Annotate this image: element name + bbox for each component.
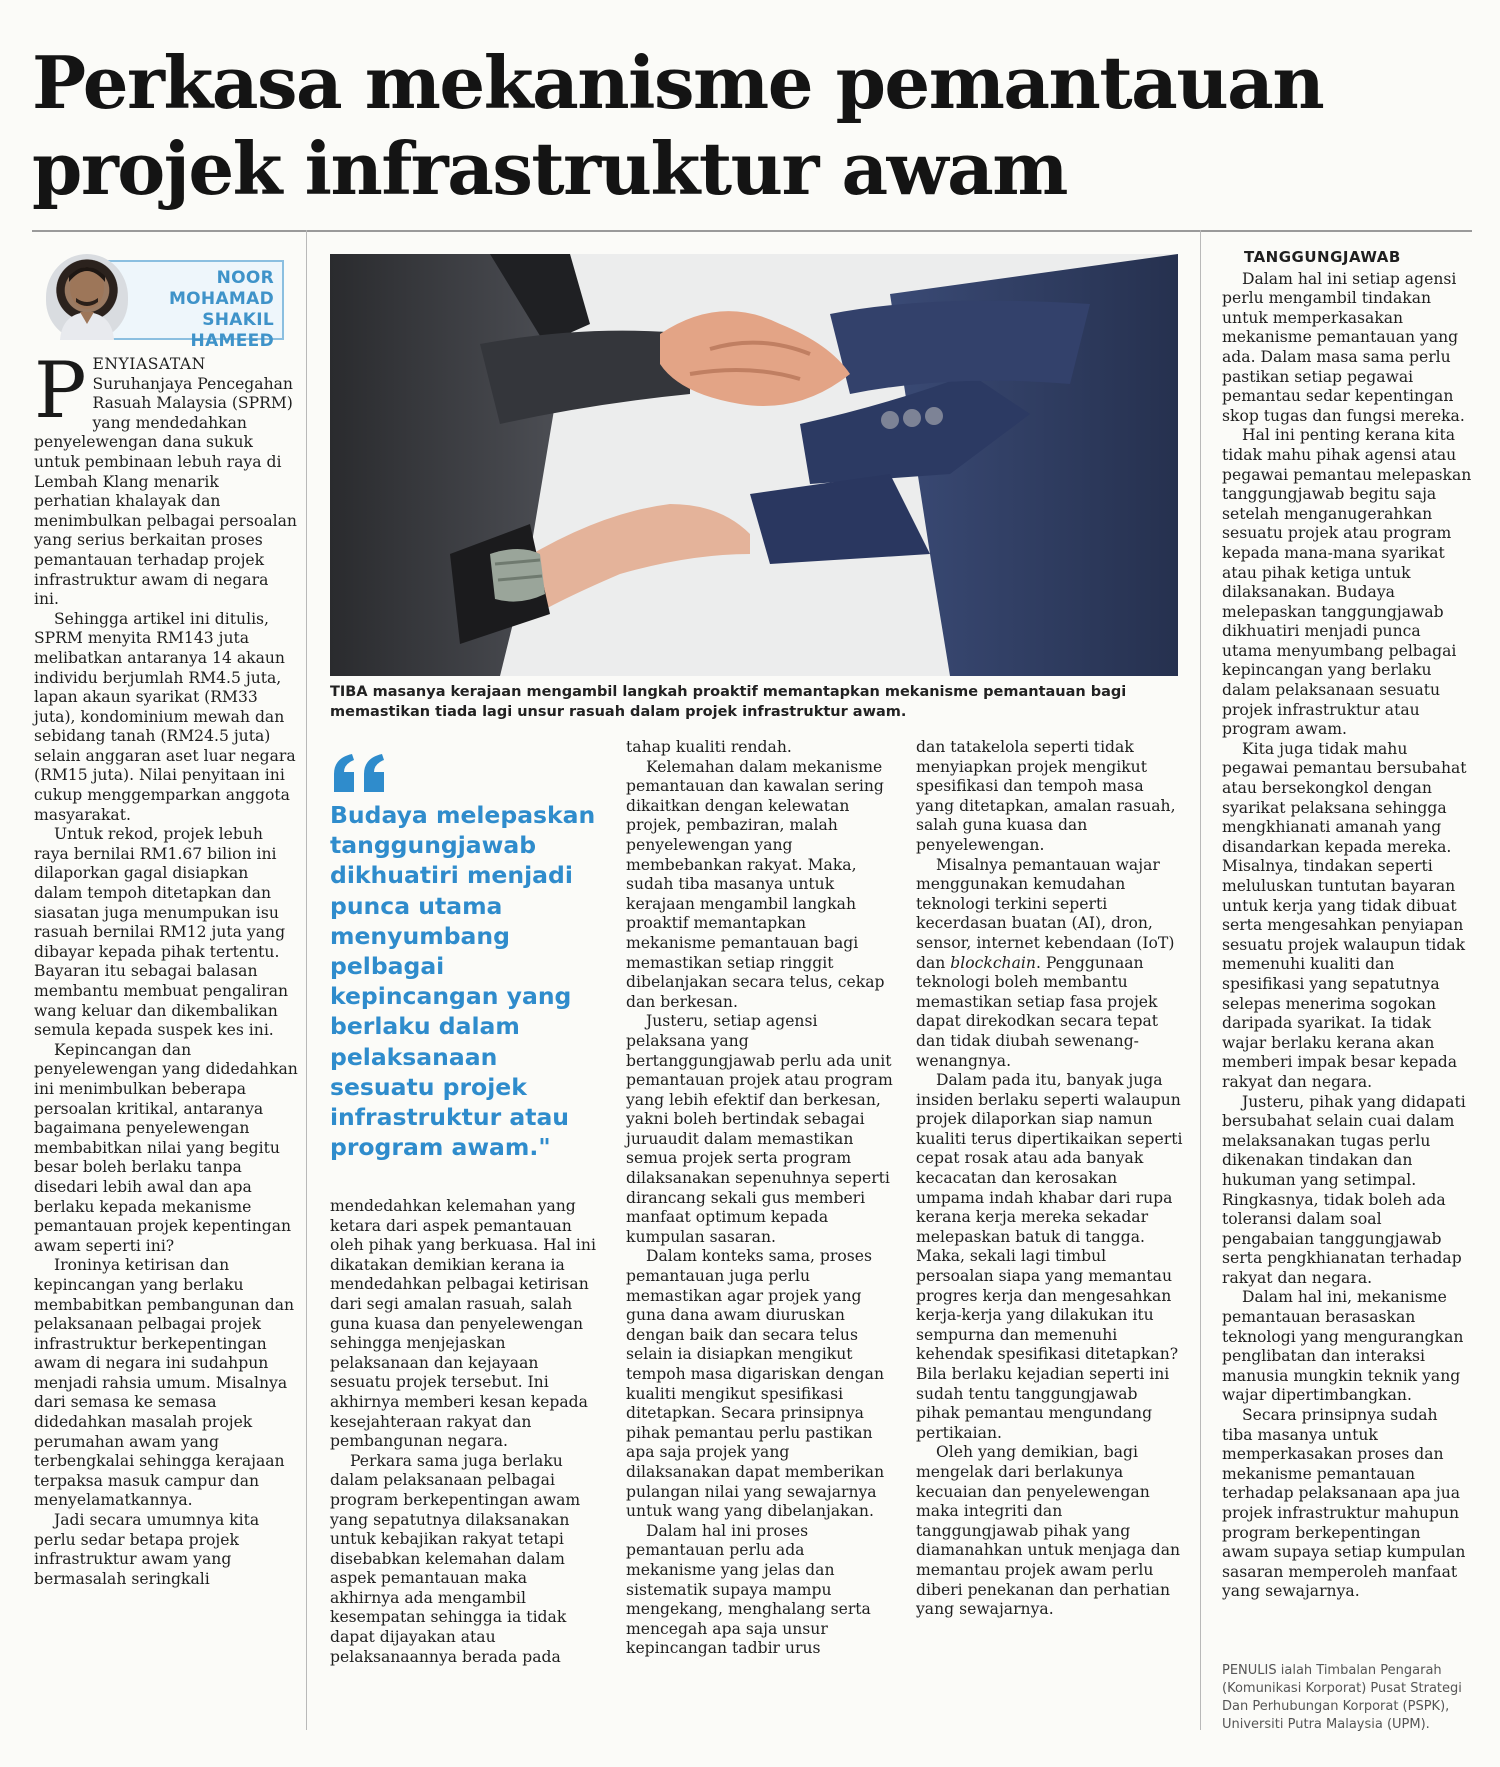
paragraph: Dalam konteks sama, proses pemantauan juga perlu memastikan agar projek yang guna dana awam diuruskan dengan baik dan secara telus selain ia disiapkan mengikut tempoh masa digariskan dengan kualiti mengikut spesifikasi ditetapkan. Secara prinsipnya pihak pemantau perlu pastikan apa saja projek yang dilaksanakan dapat memberikan pulangan nilai yang sewajarnya untuk wang yang dibelanjakan. <box>626 1247 885 1521</box>
paragraph: Oleh yang demikian, bagi mengelak dari berlakunya kecuaian dan penyelewengan maka integriti dan tanggungjawab pihak yang diamanahkan untuk menjaga dan memantau projek awam perlu diberi penekanan dan perhatian yang sewajarnya. <box>916 1443 1181 1619</box>
author-name-line: SHAKIL HAMEED <box>190 310 274 351</box>
paragraph: Untuk rekod, projek lebuh raya bernilai RM1.67 bilion ini dilaporkan gagal disiapkan dalam tempoh ditetapkan dan siasatan juga menumpukan isu rasuah bernilai RM12 juta yang dibayar kepada pihak tertentu. Bayaran itu sebagai balasan membantu membuat pengaliran wang keluar dan dikembalikan semula kepada suspek kes ini. <box>34 825 289 1040</box>
quote-mark-icon <box>330 752 390 794</box>
paragraph: Justeru, setiap agensi pelaksana yang bertanggungjawab perlu ada unit pemantauan projek atau program yang lebih efektif dan berkesan, yakni boleh bertindak sebagai juruaudit dalam memastikan semua projek serta program dilaksanakan sepenuhnya seperti dirancang sekali gus memberi manfaat optimum kepada kumpulan sasaran. <box>626 1012 893 1246</box>
lead-text: Suruhanjaya Pencegahan Rasuah Malaysia (SPRM) yang mendedahkan penyelewengan dana sukuk untuk pembinaan lebuh raya di Lembah Klang menarik perhatian khalayak dan menimbulkan pelbagai persoalan yang serius berkaitan proses pemantauan terhadap projek infrastruktur awam di negara ini. <box>34 374 297 609</box>
article-column-4 <box>916 738 1184 1620</box>
column-rule <box>306 230 307 1730</box>
paragraph: tahap kualiti rendah. <box>626 738 792 756</box>
top-rule <box>32 230 1472 232</box>
author-avatar <box>46 254 128 340</box>
paragraph: Hal ini penting kerana kita tidak mahu pihak agensi atau pegawai pemantau melepaskan tanggungjawab begitu saja setelah menganugerahkan sesuatu projek atau program kepada mana-mana syarikat atau pihak ketiga untuk dilaksanakan. Budaya melepaskan tanggungjawab dikhuatiri menjadi punca utama menyumbang pelbagai kepincangan yang berlaku dalam pelaksanaan sesuatu projek infrastruktur atau program awam. <box>1222 426 1472 739</box>
photo-caption: TIBA masanya kerajaan mengambil langkah proaktif memantapkan mekanisme pemantauan bagi memastikan tiada lagi unsur rasuah dalam projek infrastruktur awam. <box>330 684 1127 720</box>
paragraph: Secara prinsipnya sudah tiba masanya untuk memperkasakan proses dan mekanisme pemantauan terhadap pelaksanaan apa jua projek infrastruktur mahupun program berkepentingan awam supaya setiap kumpulan sasaran memperoleh manfaat yang sewajarnya. <box>1222 1406 1466 1601</box>
paragraph: Ironinya ketirisan dan kepincangan yang berlaku membabitkan pembangunan dan pelaksanaan pelbagai projek infrastruktur berkepentingan awam di negara ini sudahpun menjadi rahsia umum. Misalnya dari semasa ke semasa didedahkan masalah projek perumahan awam yang terbengkalai sehingga kerajaan terpaksa masuk campur dan menyelamatkannya. <box>34 1256 295 1510</box>
paragraph: Justeru, pihak yang didapati bersubahat selain cuai dalam melaksanakan tugas perlu dikenakan tindakan dan hukuman yang setimpal. Ringkasnya, tidak boleh ada toleransi dalam soal pengabaian tanggungjawab serta pengkhianatan terhadap rakyat dan negara. <box>1222 1092 1466 1287</box>
article-column-1 <box>34 346 298 1589</box>
paragraph <box>916 856 1184 1072</box>
drop-cap: P <box>34 346 87 436</box>
paragraph: Kepincangan dan penyelewengan yang didedahkan ini menimbulkan beberapa persoalan kritikal, antaranya bagaimana penyelewengan membabitkan nilai yang begitu besar boleh berlaku tanpa disedari lebih awal dan apa berlaku kepada mekanisme pemantauan projek kepentingan awam seperti ini? <box>34 1040 298 1255</box>
author-byline <box>34 254 282 351</box>
handshake-bribe-illustration <box>330 254 1178 676</box>
paragraph: Kelemahan dalam mekanisme pemantauan dan kawalan sering dikaitkan dengan kelewatan projek, pembaziran, malah penyelewengan yang membebankan rakyat. Maka, sudah tiba masanya untuk kerajaan mengambil langkah proaktif memantapkan mekanisme pemantauan bagi memastikan setiap ringgit dibelanjakan secara telus, cekap dan berkesan. <box>626 757 885 1011</box>
lead-paragraph <box>34 346 298 610</box>
paragraph: mendedahkan kelemahan yang ketara dari aspek pemantauan oleh pihak yang berkuasa. Hal ini dikatakan demikian kerana ia mendedahkan pelbagai ketirisan dari segi amalan rasuah, salah guna kuasa dan penyelewengan sehingga menjejaskan pelaksanaan dan kejayaan sesuatu projek tersebut. Ini akhirnya memberi kesan kepada kesejahteraan rakyat dan pembangunan negara. <box>330 1197 596 1451</box>
article-column-2 <box>330 1197 600 1667</box>
article-column-5 <box>1222 248 1472 1602</box>
paragraph: Dalam hal ini, mekanisme pemantauan berasaskan teknologi yang mengurangkan penglibatan dan interaksi manusia mungkin teknik yang wajar dipertimbangkan. <box>1222 1288 1464 1405</box>
paragraph: Jadi secara umumnya kita perlu sedar betapa projek infrastruktur awam yang bermasalah seringkali <box>34 1511 260 1588</box>
headline <box>32 40 1472 212</box>
paragraph-text: Misalnya pemantauan wajar menggunakan kemudahan teknologi terkini seperti kecerdasan buatan (AI), dron, sensor, internet kebendaan (IoT) dan <box>916 855 1175 972</box>
article-photo <box>330 254 1178 676</box>
emphasis-term: blockchain <box>950 953 1036 972</box>
author-name <box>124 268 274 352</box>
headline-line-1: Perkasa mekanisme pemantauan <box>32 40 1324 125</box>
pull-quote: Budaya melepaskan tanggungjawab dikhuatiri menjadi punca utama menyumbang pelbagai kepincangan yang berlaku dalam pelaksanaan sesuatu projek infrastruktur atau program awam." <box>330 801 596 1162</box>
author-bio: PENULIS ialah Timbalan Pengarah (Komunikasi Korporat) Pusat Strategi Dan Perhubungan Korporat (PSPK), Universiti Putra Malaysia (UPM). <box>1222 1663 1462 1732</box>
column-rule <box>1200 230 1201 1730</box>
author-name-line: MOHAMAD <box>168 289 274 309</box>
article-column-3 <box>626 738 894 1659</box>
paragraph: Sehingga artikel ini ditulis, SPRM menyita RM143 juta melibatkan antaranya 14 akaun individu berjumlah RM4.5 juta, lapan akaun syarikat (RM33 juta), kondominium mewah dan sebidang tanah (RM24.5 juta) selain anggaran aset luar negara (RM15 juta). Nilai penyitaan ini cukup menggemparkan anggota masyarakat. <box>34 609 296 824</box>
paragraph: Dalam pada itu, banyak juga insiden berlaku seperti walaupun projek dilaporkan siap namun kualiti terus dipertikaikan seperti cepat rosak atau ada banyak kecacatan dan kerosakan umpama indah khabar dari rupa kerana kerja mereka sekadar melepaskan batuk di tangga. Maka, sekali lagi timbul persoalan siapa yang memantau progres kerja dan mengesahkan kerja-kerja yang dilakukan itu sempurna dan memenuhi kehendak spesifikasi ditetapkan? Bila berlaku kejadian seperti ini sudah tentu tanggungjawab pihak pemantau mengundang pertikaian. <box>916 1071 1183 1442</box>
paragraph: Dalam hal ini proses pemantauan perlu ada mekanisme yang jelas dan sistematik supaya mampu mengekang, menghalang serta mencegah apa saja unsur kepincangan tadbir urus <box>626 1521 871 1658</box>
section-heading: TANGGUNGJAWAB <box>1244 248 1401 266</box>
paragraph: Kita juga tidak mahu pegawai pemantau bersubahat atau bersekongkol dengan syarikat pelaksana sehingga mengkhianati amanah yang disandarkan kepada mereka. Misalnya, tindakan seperti meluluskan tuntutan bayaran untuk kerja yang tidak dibuat serta mengesahkan penyiapan sesuatu projek walaupun tidak memenuhi kualiti dan spesifikasi yang sepatutnya selepas menerima sogokan daripada syarikat. Ia tidak wajar berlaku kerana akan memberi impak besar kepada rakyat dan negara. <box>1222 739 1467 1091</box>
author-name-line: NOOR <box>216 268 274 288</box>
author-photo-icon <box>46 254 128 340</box>
paragraph: dan tatakelola seperti tidak menyiapkan projek mengikut spesifikasi dan tempoh masa yang ditetapkan, amalan rasuah, salah guna kuasa dan penyelewengan. <box>916 738 1176 854</box>
paragraph: Perkara sama juga berlaku dalam pelaksanaan pelbagai program berkepentingan awam yang sepatutnya dilaksanakan untuk kebajikan rakyat tetapi disebabkan kelemahan dalam aspek pemantauan maka akhirnya ada mengambil kesempatan sehingga ia tidak dapat dijayakan atau pelaksanaannya berada pada <box>330 1451 581 1666</box>
headline-line-2: projek infrastruktur awam <box>32 126 1067 211</box>
paragraph: Dalam hal ini setiap agensi perlu mengambil tindakan untuk memperkasakan mekanisme pemantauan yang ada. Dalam masa sama perlu pastikan setiap pegawai pemantau sedar kepentingan skop tugas dan fungsi mereka. <box>1222 269 1465 425</box>
paragraph-text: . Penggunaan teknologi boleh membantu memastikan setiap fasa projek dapat direkodkan secara tepat dan tidak diubah sewenang-wenangnya. <box>916 953 1159 1070</box>
lead-caps: ENYIASATAN <box>92 355 206 373</box>
